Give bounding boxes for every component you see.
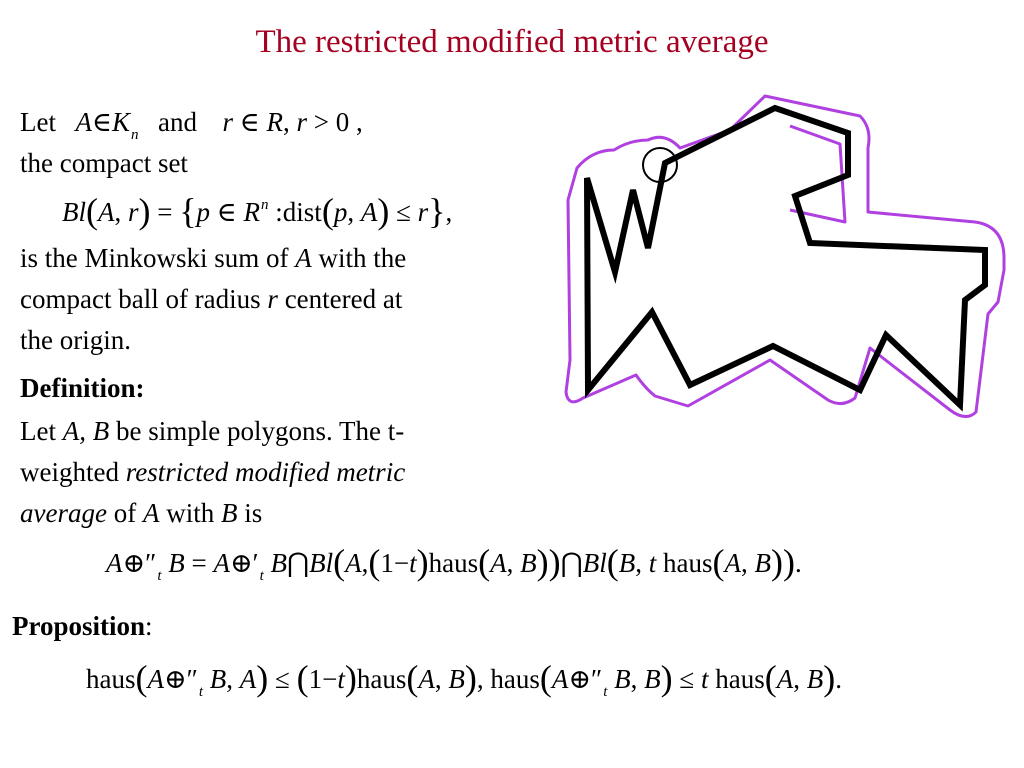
df-end: . (795, 548, 802, 578)
bl-A2: A (360, 197, 378, 227)
df-Bl1: Bl (309, 548, 334, 578)
def-l2i: restricted modified metric (125, 457, 406, 487)
df-t1: t (157, 568, 162, 584)
df-B3: B (520, 548, 537, 578)
intro-let: Let (20, 107, 56, 137)
pf-haus4: haus (715, 664, 765, 694)
mink-r: r (267, 284, 278, 314)
bl-le: ≤ (396, 197, 411, 227)
pf-A5: A (776, 664, 794, 694)
intro-in2: ∈ (239, 107, 260, 137)
bl-r2: r (417, 197, 429, 227)
bl-formula: Bl(A, r) = {p ∈ $R^n$ :dist(p, A) ≤ r}, (62, 191, 453, 231)
proposition-heading-text: Proposition (12, 611, 146, 641)
def-l3i: average (20, 498, 107, 528)
proposition-colon: : (145, 611, 153, 641)
intro-in: ∈ (91, 107, 112, 137)
bl-A: A (98, 197, 115, 227)
intro-comma: , (283, 107, 290, 137)
bl-in: ∈ (216, 197, 237, 227)
intro-r: r (222, 107, 233, 137)
pf-le1: ≤ (275, 664, 290, 694)
df-haus1: haus (428, 548, 479, 578)
def-AB: A, B (62, 416, 110, 446)
pf-B5: B (806, 664, 824, 694)
pf-B4: B (644, 664, 661, 694)
pf-le2: ≤ (679, 664, 695, 694)
pf-end: . (835, 664, 843, 694)
def-l3B: B (220, 498, 238, 528)
def-l1b: be simple polygons. The t- (115, 416, 405, 446)
mink-A: A (295, 243, 312, 273)
bl-end: , (445, 197, 453, 227)
polygon-A (587, 108, 985, 405)
df-t3: t (409, 548, 417, 578)
pf-t2: t (337, 664, 345, 694)
df-t2: t (259, 568, 264, 584)
df-A5: A (724, 548, 742, 578)
df-one: 1 (380, 548, 394, 578)
def-l1a: Let (20, 416, 56, 446)
df-B2: B (270, 548, 287, 578)
df-B5: B (754, 548, 772, 578)
intro-and: and (158, 107, 197, 137)
mink-l1a: is the Minkowski sum of (20, 243, 289, 273)
pf-oplus1: ⊕″ (164, 664, 198, 694)
bl-colon: : (275, 197, 283, 227)
intro-n: n (131, 127, 139, 143)
definition-heading-text: Definition: (20, 373, 145, 403)
pf-oplus2: ⊕″ (568, 664, 603, 694)
df-t4: t (648, 548, 657, 578)
df-minus: − (393, 548, 410, 578)
def-l3b: with (166, 498, 215, 528)
df-Bl2: Bl (582, 548, 607, 578)
pf-A2: A (239, 664, 257, 694)
bl-eq: = (157, 197, 173, 227)
pf-comma: , (476, 664, 484, 694)
df-oplus2: ⊕″ (122, 548, 157, 578)
df-A3: A (345, 548, 362, 578)
proposition-formula: $haus(A\oplus''_t$ B, A) ≤ (1−t)haus(A, B), $haus(A\oplus''_t$ B, B) ≤ t haus(A, B). (86, 658, 843, 700)
def-l2a: weighted (20, 457, 119, 487)
pf-haus2: haus (356, 664, 407, 694)
df-oplus1: ⊕′ (230, 548, 259, 578)
bl-p: p (196, 197, 211, 227)
pf-t4: t (701, 664, 709, 694)
pf-A1: A (147, 664, 164, 694)
bl-dist: dist (282, 197, 322, 227)
definition-formula: $A\oplus''_t$ $B = A\oplus'_t$ B⋂Bl(A,(1−t)haus(A, B))⋂Bl(B, t haus(A, B)). (106, 542, 802, 584)
intro-R: R (266, 107, 283, 137)
df-cap2: ⋂ (560, 548, 583, 578)
mink-l2a: compact ball of radius (20, 284, 261, 314)
def-l3A: A (142, 498, 160, 528)
pf-one: 1 (308, 664, 323, 694)
intro-zero: 0 (335, 107, 350, 137)
pf-t1: t (198, 684, 204, 700)
df-A2: A (213, 548, 231, 578)
mink-l1b: with the (318, 243, 407, 273)
pf-A3: A (418, 664, 435, 694)
df-cap1: ⋂ (286, 548, 310, 578)
intro-trail: , (356, 107, 363, 137)
mink-l2b: centered at (284, 284, 403, 314)
intro-r2: r (296, 107, 308, 137)
pf-t3: t (603, 684, 608, 700)
slide-title: The restricted modified metric average (255, 24, 769, 60)
df-eq: = (191, 548, 207, 578)
pf-B2: B (448, 664, 465, 694)
bl-r: r (128, 197, 139, 227)
offset-polygon-outline (566, 96, 1004, 417)
pf-B1: B (209, 664, 227, 694)
intro-gt: > (313, 107, 329, 137)
df-A1: A (106, 548, 123, 578)
def-l3c: is (244, 498, 263, 528)
pf-B3: B (614, 664, 631, 694)
df-B1: B (168, 548, 185, 578)
pf-haus3: haus (490, 664, 540, 694)
bl-p2: p (333, 197, 348, 227)
bl-R: R (243, 197, 261, 227)
df-haus2: haus (663, 548, 713, 578)
pf-haus1: haus (86, 664, 136, 694)
minkowski-line-3: the origin. (20, 325, 131, 355)
def-l3a: of (113, 498, 137, 528)
pf-A4: A (551, 664, 569, 694)
pf-minus: − (322, 664, 338, 694)
df-A4: A (490, 548, 507, 578)
bl-n: n (261, 197, 269, 213)
intro-K: K (111, 107, 130, 137)
intro-line-2: the compact set (20, 148, 188, 178)
df-B4: B (618, 548, 636, 578)
intro-set-A: A (75, 107, 92, 137)
bl-name: Bl (62, 197, 86, 227)
